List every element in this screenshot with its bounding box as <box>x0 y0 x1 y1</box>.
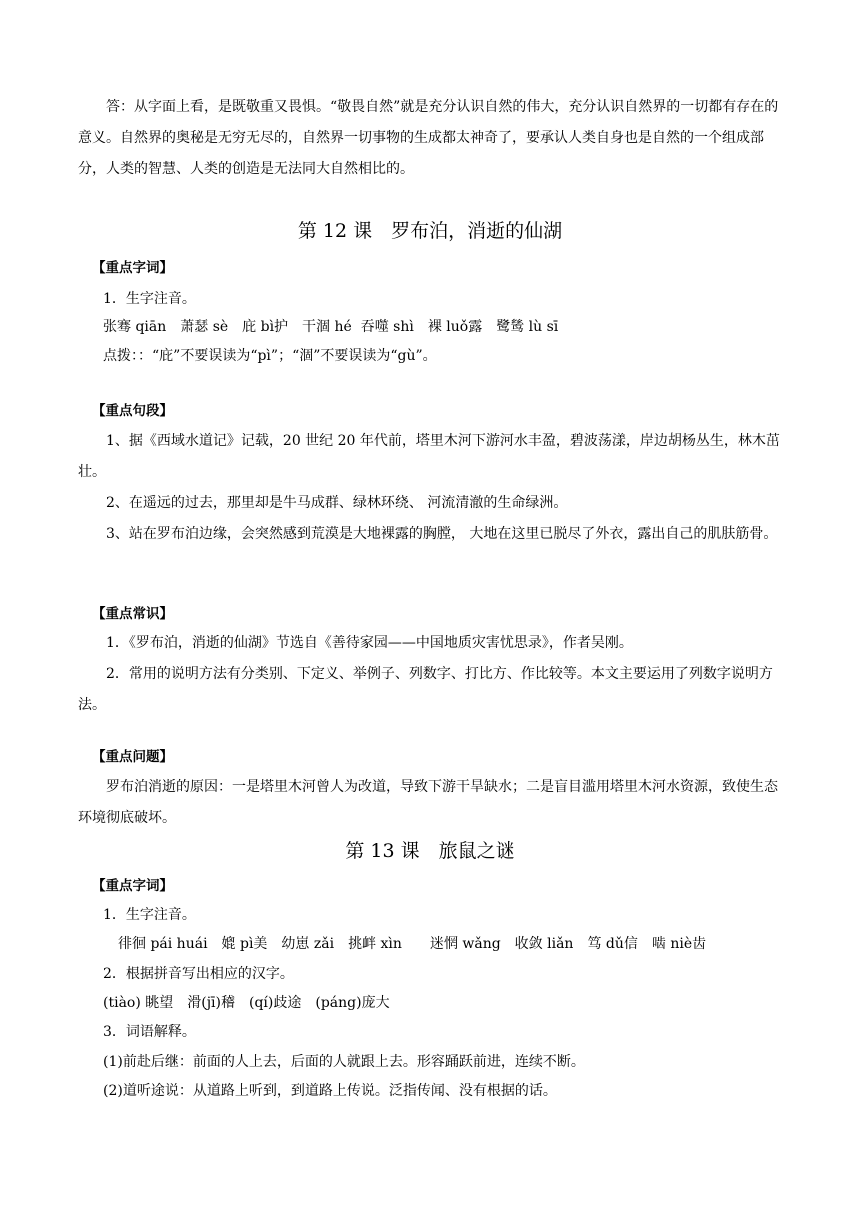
lesson-12-title: 第 12 课 罗布泊，消逝的仙湖 <box>297 220 563 242</box>
knowledge-2: 2．常用的说明方法有分类别、下定义、举例子、列数字、打比方、作比较等。本文主要运用了列数字说明方法。 <box>78 666 773 713</box>
pronunciation-tip: 点拨：：“庇”不要误读为“pì”；“涸”不要误读为“gù”。 <box>103 348 437 364</box>
key-knowledge-heading: 【重点常识】 <box>92 606 173 622</box>
pinyin-line: 张骞 qiān 萧瑟 sè 庇 bì护 干涸 hé 吞噬 shì 裸 luǒ露 鹭鸶 lù sī <box>103 319 559 335</box>
question-answer: 罗布泊消逝的原因：一是塔里木河曾人为改道，导致下游干旱缺水；二是盲目滥用塔里木河水资源，致使生态环境彻底破坏。 <box>78 779 778 826</box>
word-explanation-instruction: 3．词语解释。 <box>103 1024 196 1040</box>
lesson-13-pinyin-line: 徘徊 pái huái 媲 pì美 幼崽 zǎi 挑衅 xìn 迷惘 wǎng 收敛 liǎn 笃 dǔ信 啮 niè齿 <box>118 936 707 952</box>
sentence-2: 2、在遥远的过去，那里却是牛马成群、绿林环绕、 河流清澈的生命绿洲。 <box>106 495 568 511</box>
sentence-1: 1、据《西域水道记》记载，20 世纪 20 年代前，塔里木河下游河水丰盈，碧波荡漾，岸边胡杨丛生，林木茁壮。 <box>78 433 780 480</box>
key-words-heading: 【重点字词】 <box>92 260 173 276</box>
fill-characters-line: (tiào) 眺望 滑(jī)稽 (qí)歧途 (páng)庞大 <box>103 995 390 1011</box>
key-sentences-heading: 【重点句段】 <box>92 403 173 419</box>
definition-1: (1)前赴后继：前面的人上去，后面的人就跟上去。形容踊跃前进，连续不断。 <box>103 1054 585 1070</box>
key-question-heading: 【重点问题】 <box>92 749 173 765</box>
sentence-3: 3、站在罗布泊边缘，会突然感到荒漠是大地裸露的胸膛， 大地在这里已脱尽了外衣，露出自己的肌肤筋骨。 <box>106 526 778 542</box>
lesson-13-words-heading: 【重点字词】 <box>92 878 173 894</box>
definition-2: (2)道听途说：从道路上听到，到道路上传说。泛指传闻、没有根据的话。 <box>103 1083 557 1099</box>
lesson-13-pinyin-instruction: 1．生字注音。 <box>103 907 196 923</box>
lesson-13-title: 第 13 课 旅鼠之谜 <box>345 840 515 862</box>
write-characters-instruction: 2．根据拼音写出相应的汉字。 <box>103 966 294 982</box>
pinyin-instruction: 1．生字注音。 <box>103 291 196 307</box>
knowledge-1: 1．《罗布泊，消逝的仙湖》节选自《善待家园——中国地质灾害忧思录》，作者吴刚。 <box>106 635 633 651</box>
answer-paragraph: 答：从字面上看，是既敬重又畏惧。“敬畏自然”就是充分认识自然的伟大，充分认识自然界的一切都有存在的意义。自然界的奥秘是无穷无尽的，自然界一切事物的生成都太神奇了，要承认人类自身也是自然的一个组成部分，人类的智慧、人类的创造是无法同大自然相比的。 <box>78 99 779 177</box>
